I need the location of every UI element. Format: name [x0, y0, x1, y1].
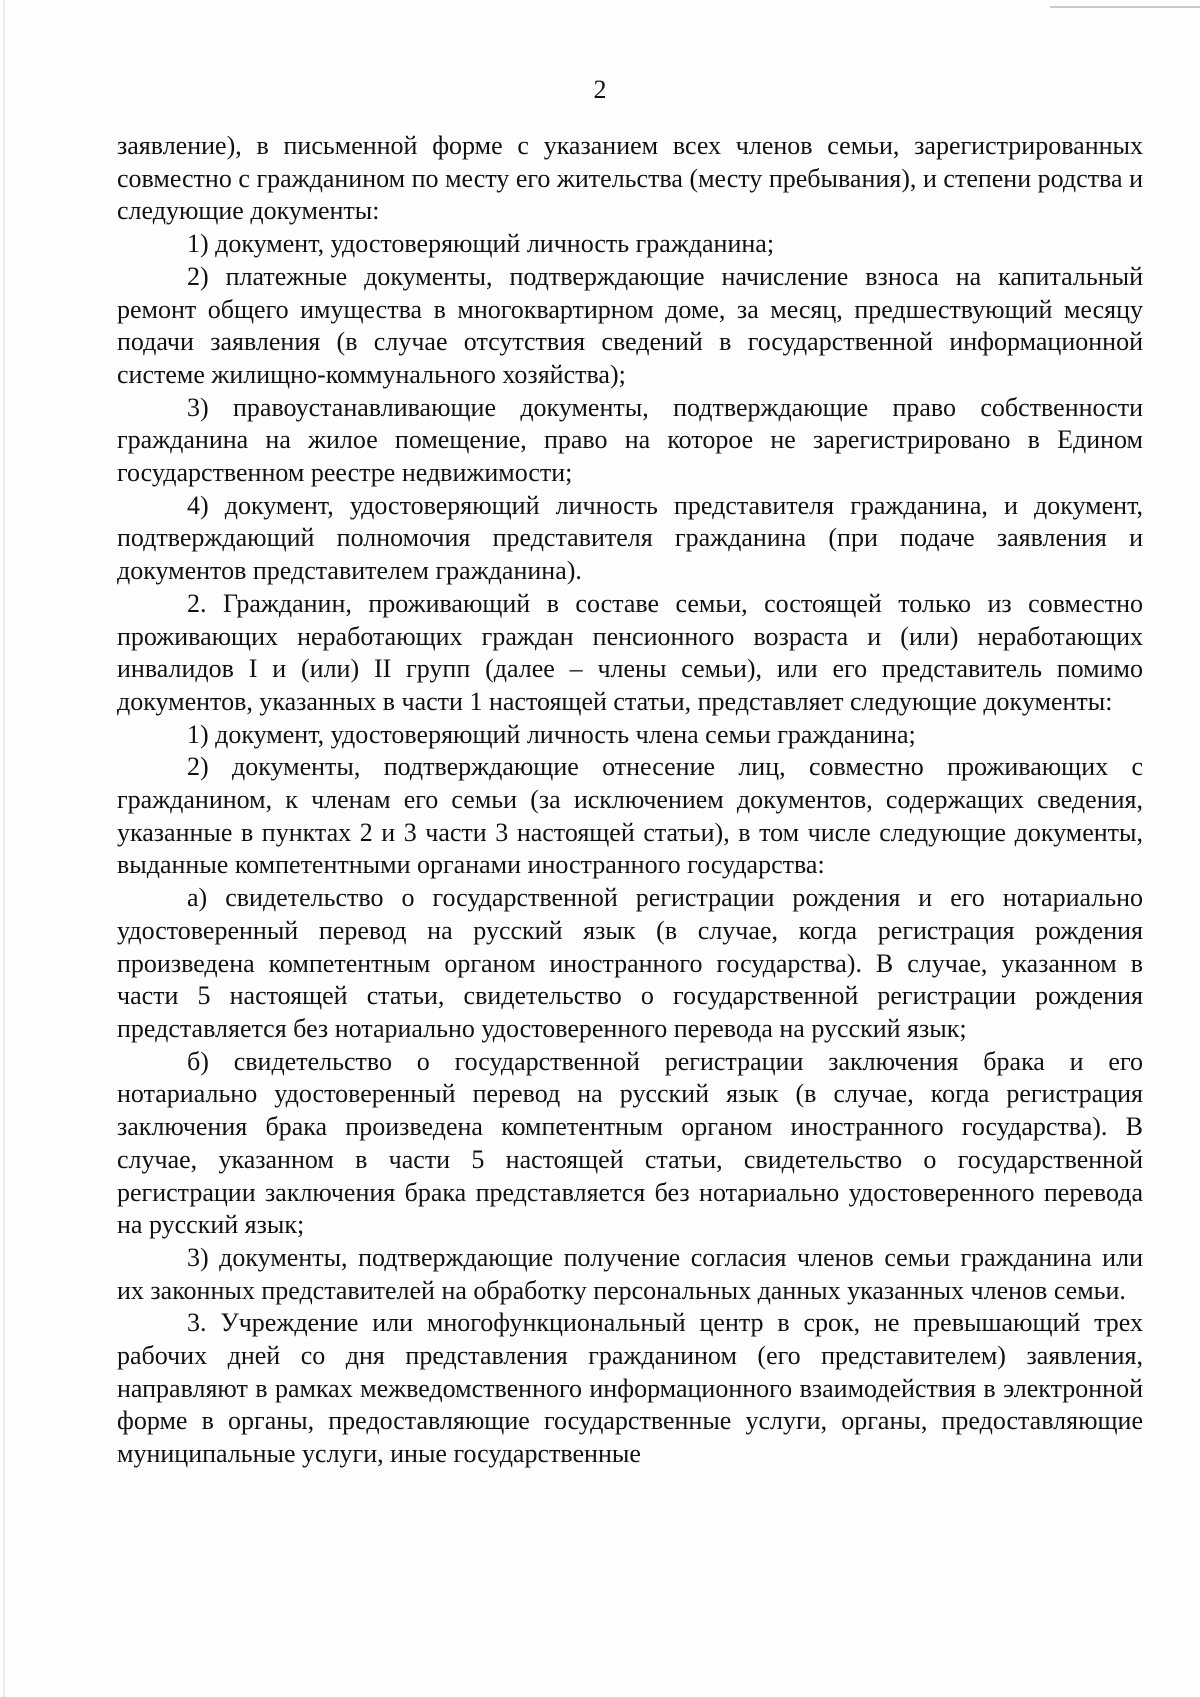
document-body — [117, 130, 1143, 1471]
paragraph-part-2: 2. Гражданин, проживающий в составе семьи, состоящей только из совместно проживающих неработающих граждан пенсионного возраста и (или) неработающих инвалидов I и (или) II групп (далее – члены семьи), или его представитель помимо документов, указанных в части 1 настоящей статьи, представляет следующие документы: — [117, 588, 1143, 716]
scan-edge-top — [1050, 6, 1200, 8]
paragraph-item-1: 1) документ, удостоверяющий личность гражданина; — [187, 229, 775, 259]
paragraph-item-2: 2) платежные документы, подтверждающие начисление взноса на капитальный ремонт общего имущества в многоквартирном доме, за месяц, предшествующий месяцу подачи заявления (в случае отсутствия сведений в государственной информационной системе жилищно-коммунального хозяйства); — [117, 261, 1143, 389]
paragraph-subitem-b: б) свидетельство о государственной регистрации заключения брака и его нотариально удостоверенный перевод на русский язык (в случае, когда регистрация заключения брака произведена компетентным органом иностранного государства). В случае, указанном в части 5 настоящей статьи, свидетельство о государственной регистрации заключения брака представляется без нотариально удостоверенного перевода на русский язык; — [117, 1046, 1143, 1240]
paragraph-subitem-a: а) свидетельство о государственной регистрации рождения и его нотариально удостоверенный перевод на русский язык (в случае, когда регистрация рождения произведена компетентным органом иностранного государства). В случае, указанном в части 5 настоящей статьи, свидетельство о государственной регистрации рождения представляется без нотариально удостоверенного перевода на русский язык; — [117, 883, 1143, 1043]
paragraph-item-4: 4) документ, удостоверяющий личность представителя гражданина, и документ, подтверждающий полномочия представителя гражданина (при подаче заявления и документов представителем гражданина). — [117, 490, 1143, 586]
scan-edge-left — [3, 0, 5, 1697]
paragraph-part-2-item-1: 1) документ, удостоверяющий личность члена семьи гражданина; — [187, 719, 916, 749]
paragraph-part-2-item-2: 2) документы, подтверждающие отнесение лиц, совместно проживающих с гражданином, к членам его семьи (за исключением документов, содержащих сведения, указанные в пунктах 2 и 3 части 3 настоящей статьи), в том числе следующие документы, выданные компетентными органами иностранного государства: — [117, 752, 1143, 880]
paragraph-item-3: 3) правоустанавливающие документы, подтверждающие право собственности гражданина на жилое помещение, право на которое не зарегистрировано в Едином государственном реестре недвижимости; — [117, 392, 1143, 488]
paragraph-part-2-item-3: 3) документы, подтверждающие получение согласия членов семьи гражданина или их законных представителей на обработку персональных данных указанных членов семьи. — [117, 1242, 1143, 1305]
paragraph-continuation: заявление), в письменной форме с указанием всех членов семьи, зарегистрированных совместно с гражданином по месту его жительства (месту пребывания), и степени родства и следующие документы: — [117, 131, 1143, 226]
page-number: 2 — [593, 75, 607, 104]
paragraph-part-3: 3. Учреждение или многофункциональный центр в срок, не превышающий трех рабочих дней со дня представления гражданином (его представителем) заявления, направляют в рамках межведомственного информационного взаимодействия в электронной форме в органы, предоставляющие государственные услуги, органы, предоставляющие муниципальные услуги, иные государственные — [117, 1308, 1143, 1469]
